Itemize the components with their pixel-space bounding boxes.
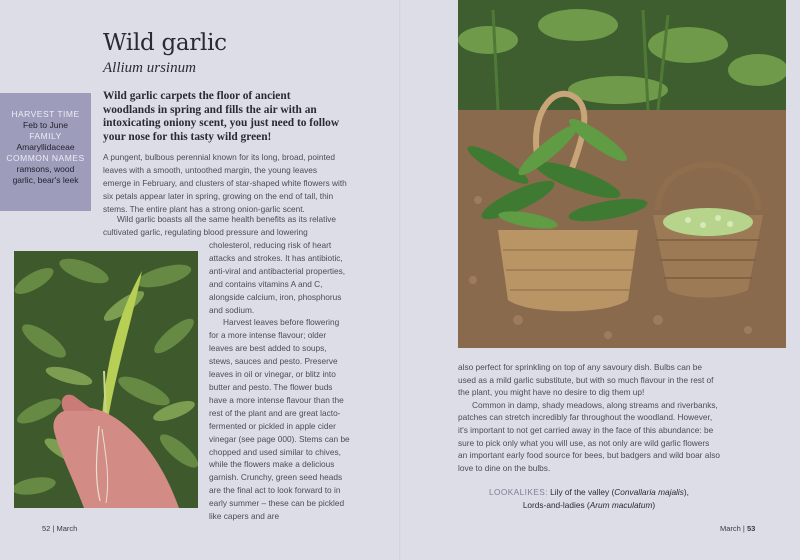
body-paragraph-2: Wild garlic boasts all the same health benefits as its relative cultivated garlic, regulating blood pressure and lowering: [103, 214, 337, 237]
lookalikes-line-1: [484, 486, 694, 499]
info-sidebar: [0, 93, 91, 211]
lookalike-1-latin: Convallaria majalis: [614, 487, 684, 497]
lookalike-1-common: Lily of the valley (: [550, 487, 615, 497]
page-number: 52: [42, 524, 51, 533]
page-number: 53: [746, 524, 756, 533]
column-paragraph-1: cholesterol, reducing risk of heart attacks and strokes. It has antibiotic, anti-viral and antibacterial properties, and contains vitamins A and C, alongside calcium, iron, phosphorus and sodium.: [209, 240, 346, 315]
page-title: Wild garlic: [103, 30, 227, 56]
intro-paragraph: Wild garlic carpets the floor of ancient woodlands in spring and fills the air with an intoxicating oniony scent, you just need to follow your nose for this tasty wild green!: [103, 90, 340, 143]
family-value: Amaryllidaceae: [16, 142, 75, 152]
right-page: [400, 0, 800, 560]
wicker-baskets-photo: [458, 0, 786, 348]
folio-month: March: [720, 524, 741, 533]
lookalikes-line-2: [484, 499, 694, 512]
lookalike-2-close: ): [652, 499, 656, 510]
harvest-time-label: HARVEST TIME: [11, 109, 80, 119]
right-paragraph-2: Common in damp, shady meadows, along streams and riverbanks, patches can stretch incredibly far throughout the woodland. However, it's important to not get carried away in the face of this abundance: be sure to pick only what you will use, as not only are wild garlic flowers an important early food source for bees, but badgers and wild boar also love to dine on the bulbs.: [458, 399, 720, 473]
family-label: FAMILY: [29, 131, 62, 141]
folio-separator: |: [50, 524, 57, 533]
latin-name: Allium ursinum: [103, 60, 196, 76]
common-names-value: ramsons, wood garlic, bear's leek: [12, 164, 79, 185]
page-folio-right: [720, 524, 755, 533]
folio-separator: |: [740, 524, 747, 533]
folio-month: March: [56, 524, 78, 533]
common-names-label: COMMON NAMES: [6, 153, 85, 163]
hand-holding-wild-garlic-photo: [14, 251, 198, 508]
lookalike-1-close: ),: [683, 487, 689, 497]
body-paragraph-1: A pungent, bulbous perennial known for its long, broad, pointed leaves with a smooth, untoothed margin, the young leaves emerge in February, and clusters of star-shaped white flowers with six petals appear later in spring, growing on the end of tall, thin stems. The entire plant has a strong onion-garlic scent.: [103, 152, 347, 214]
right-paragraph-1: also perfect for sprinkling on top of any savoury dish. Bulbs can be used as a mild garlic substitute, but with so much flavour in the rest of the plant, you might have no desire to dig them up!: [458, 362, 714, 398]
right-text-block: [458, 361, 720, 474]
lookalikes-box: [484, 486, 694, 511]
lookalike-2-common: Lords-and-ladies (: [522, 499, 590, 510]
lookalikes-label: LOOKALIKES:: [489, 487, 548, 497]
page-folio-left: [42, 524, 77, 533]
text-column: [209, 239, 350, 523]
lookalike-2-latin: Arum maculatum: [589, 499, 653, 510]
harvest-time-value: Feb to June: [23, 120, 68, 130]
column-paragraph-2: Harvest leaves before flowering for a more intense flavour; older leaves are best added to soups, stews, sauces and pesto. Preserve leaves in oil or vinegar, or blitz into butter and pesto. The flower buds have a more intense flavour than the rest of the plant and are great lacto-fermented or pickled in apple cider vinegar (see page 000). Stems can be chopped and used similar to chives, while the flowers make a delicious garnish. Crunchy, green seed heads are the final act to look forward to in early summer – these can be pickled like capers and are: [209, 317, 350, 522]
